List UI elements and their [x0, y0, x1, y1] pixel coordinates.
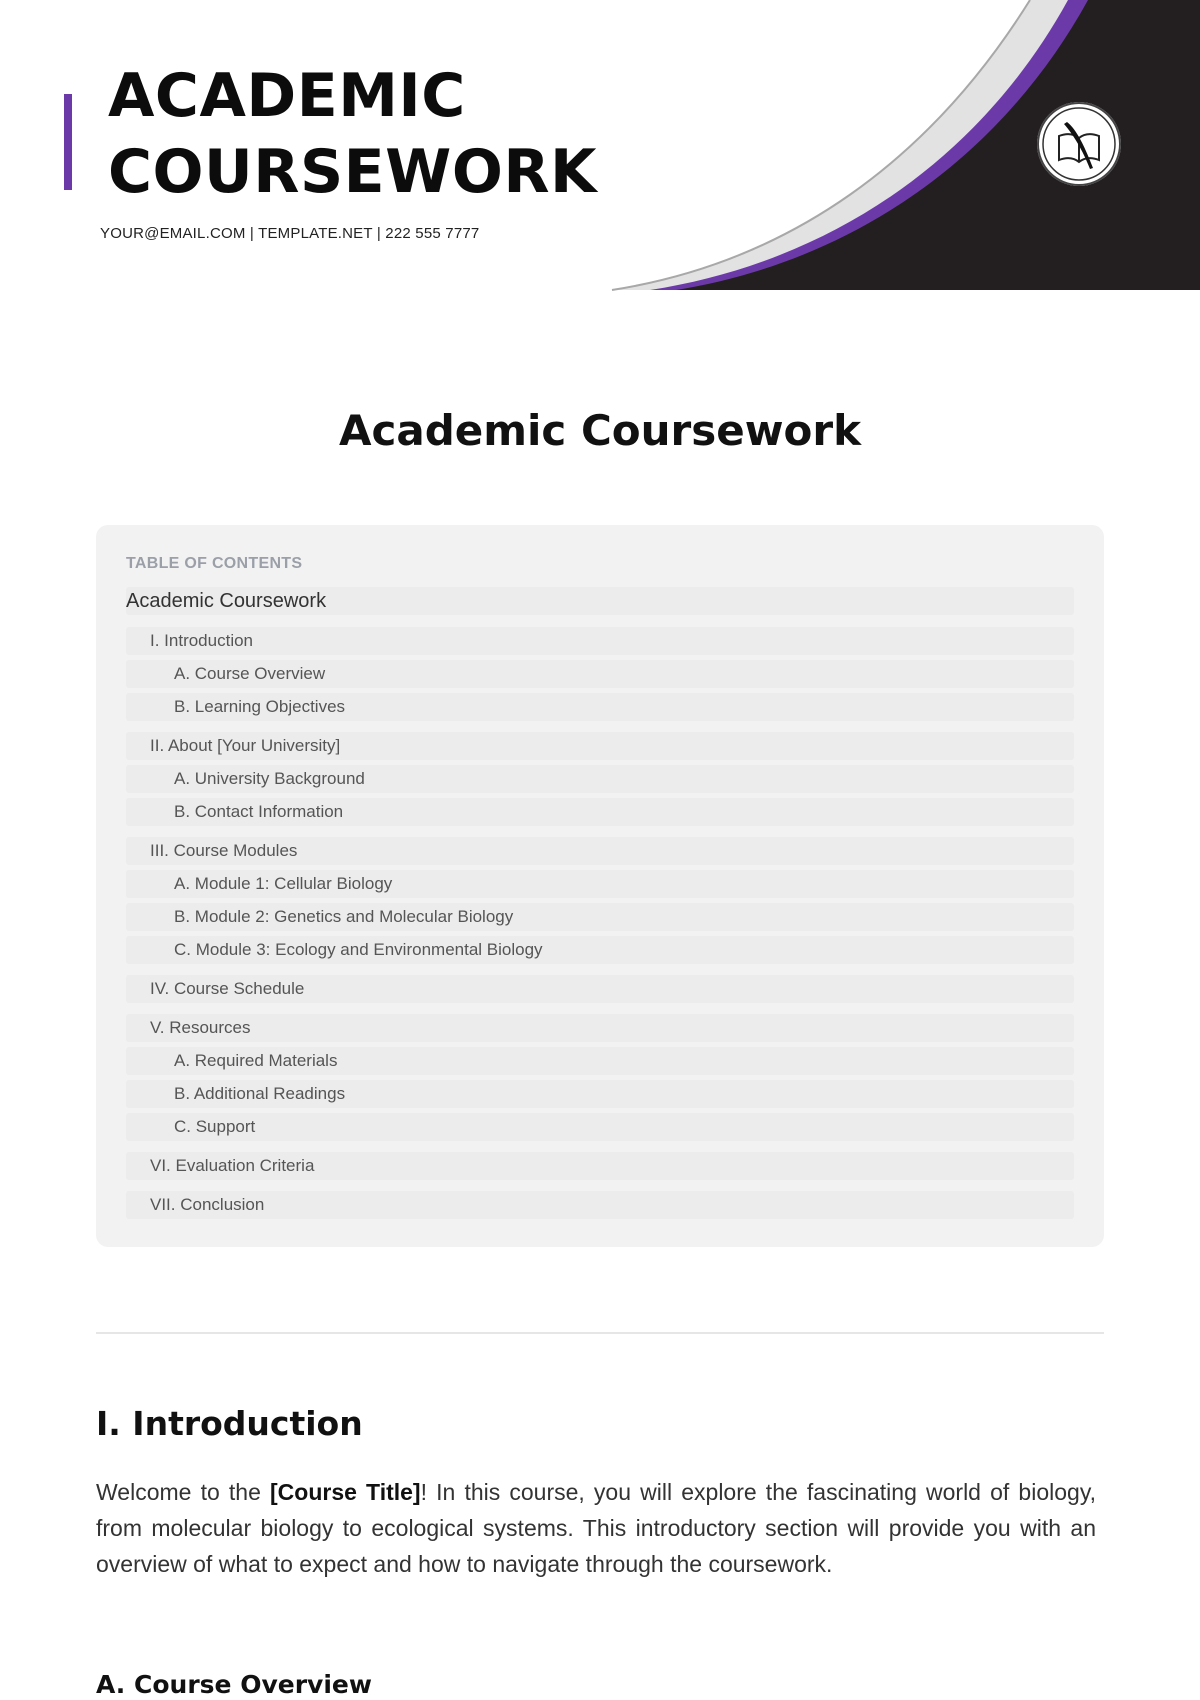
toc-item-contact-information[interactable]: B. Contact Information: [126, 798, 1074, 826]
document-title: Academic Coursework: [338, 406, 862, 455]
toc-item-additional-readings[interactable]: B. Additional Readings: [126, 1080, 1074, 1108]
section-divider: [96, 1332, 1104, 1334]
course-title-placeholder: [Course Title]: [270, 1479, 421, 1505]
toc-item-module-2[interactable]: B. Module 2: Genetics and Molecular Biology: [126, 903, 1074, 931]
toc-item-introduction[interactable]: I. Introduction: [126, 627, 1074, 655]
introduction-heading: I. Introduction: [96, 1404, 363, 1443]
toc-item-course-overview[interactable]: A. Course Overview: [126, 660, 1074, 688]
table-of-contents: [96, 525, 1104, 1247]
toc-item-course-modules[interactable]: III. Course Modules: [126, 837, 1074, 865]
toc-item-required-materials[interactable]: A. Required Materials: [126, 1047, 1074, 1075]
course-overview-heading: A. Course Overview: [96, 1670, 372, 1699]
toc-item-support[interactable]: C. Support: [126, 1113, 1074, 1141]
intro-text-after: ! In this course, you will explore the fascinating world of biology, from molecular biology to ecological systems. This introductory section will provide you with an overview of what to expect and how to navigate through the coursework.: [96, 1479, 1097, 1577]
intro-text-before: Welcome to the: [96, 1479, 271, 1505]
toc-item-learning-objectives[interactable]: B. Learning Objectives: [126, 693, 1074, 721]
toc-item-academic-coursework[interactable]: Academic Coursework: [126, 587, 1074, 615]
brand-title-line1: ACADEMIC: [108, 61, 466, 131]
book-quill-icon: [1037, 102, 1121, 186]
toc-item-evaluation-criteria[interactable]: VI. Evaluation Criteria: [126, 1152, 1074, 1180]
brand-title-line2: COURSEWORK: [108, 137, 598, 207]
toc-item-module-1[interactable]: A. Module 1: Cellular Biology: [126, 870, 1074, 898]
toc-heading: TABLE OF CONTENTS: [126, 555, 303, 572]
toc-item-course-schedule[interactable]: IV. Course Schedule: [126, 975, 1074, 1003]
title-accent-bar: [64, 94, 72, 190]
toc-item-conclusion[interactable]: VII. Conclusion: [126, 1191, 1074, 1219]
contact-info: YOUR@EMAIL.COM | TEMPLATE.NET | 222 555 7777: [100, 225, 480, 242]
toc-item-university-background[interactable]: A. University Background: [126, 765, 1074, 793]
toc-item-about-university[interactable]: II. About [Your University]: [126, 732, 1074, 760]
introduction-paragraph: [96, 1474, 1096, 1582]
toc-item-resources[interactable]: V. Resources: [126, 1014, 1074, 1042]
toc-item-module-3[interactable]: C. Module 3: Ecology and Environmental Biology: [126, 936, 1074, 964]
brand-title: [108, 58, 597, 210]
